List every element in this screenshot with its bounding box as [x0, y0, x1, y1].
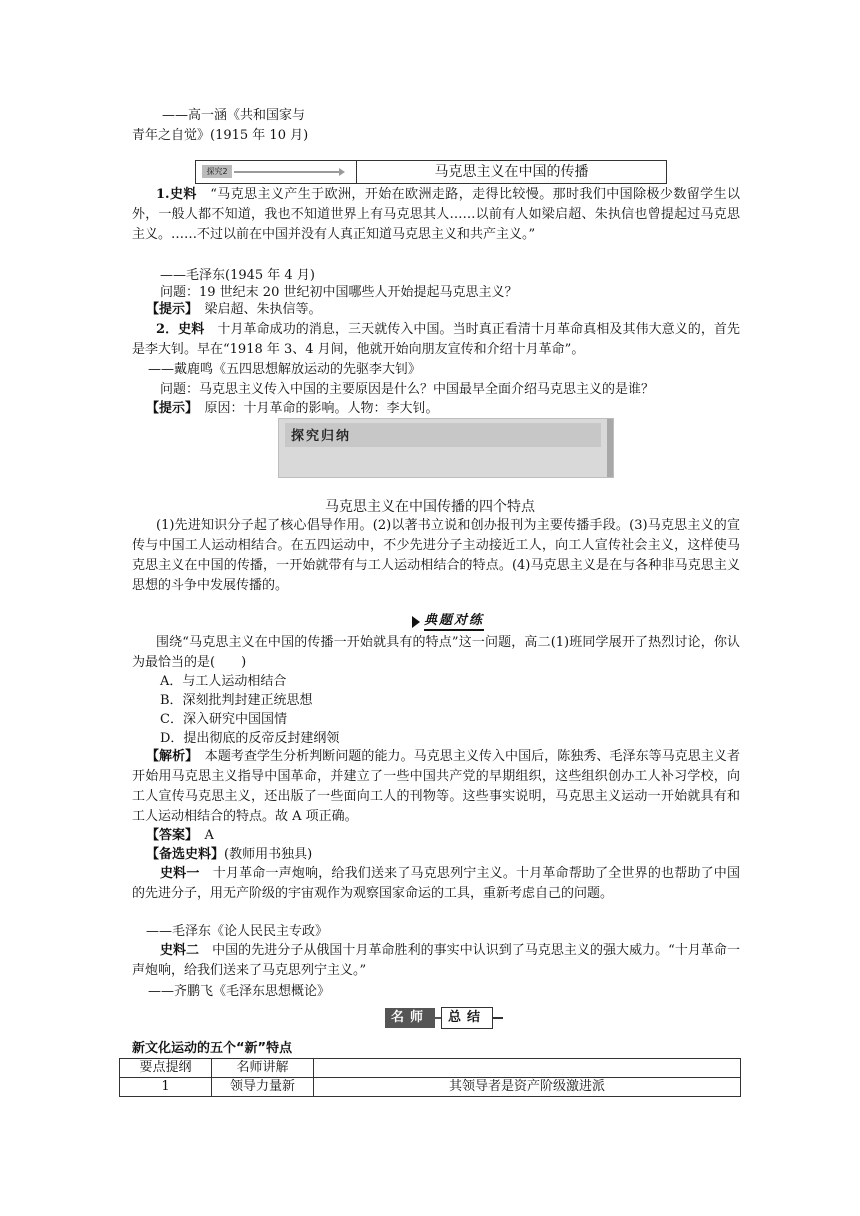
features-text: (1)先进知识分子起了核心倡导作用。(2)以著书立说和创办报刊为主要传播手段。(3)马克思主义的宣传与中国工人运动相结合。在五四运动中，不少先进分子主动接近工人，向工人宣传社会主义，这样使马克思主义在中国的传播，一开始就带有与工人运动相结合的特点。(4)马克思主义是在与各种非马克思主义思想的斗争中发展传播的。	[132, 518, 740, 593]
table-header-cell: 要点提纲	[120, 1059, 212, 1078]
material-2-text: 十月革命成功的消息，三天就传入中国。当时真正看清十月革命真相及其伟大意义的，首先是李大钊。早在“1918 年 3、4 月间，他就开始向朋友宣传和介绍十月革命”。	[132, 322, 740, 357]
table-cell: 1	[120, 1078, 212, 1097]
backup-m2-label: 史料二	[160, 943, 200, 958]
triangle-right-icon	[412, 616, 420, 628]
drill-label-text: 典题对练	[424, 613, 484, 631]
option-c: C．深入研究中国国情	[160, 712, 287, 727]
material-1-question: 问题：19 世纪末 20 世纪初中国哪些人开始提起马克思主义？	[160, 285, 518, 300]
source-line-1: ——高一涵《共和国家与	[162, 108, 306, 123]
answer-text: A	[204, 828, 214, 843]
backup-label: 【备选史料】	[146, 847, 225, 862]
teacher-summary-banner	[385, 1006, 503, 1030]
hint-label: 【提示】	[146, 302, 192, 317]
table-row	[120, 1078, 741, 1097]
analysis	[132, 747, 740, 827]
material-1-label: 1.史料	[156, 187, 197, 202]
question-stem: 围绕“马克思主义在中国的传播一开始就具有的特点”这一问题，高二(1)班同学展开了热烈讨论，你认为最恰当的是( )	[132, 635, 740, 670]
table-header-row	[120, 1059, 741, 1078]
section-tag-area	[196, 161, 357, 183]
banner-part-1: 名师	[385, 1008, 435, 1028]
answer	[146, 826, 214, 845]
section-header	[195, 160, 667, 184]
material-2-label: 2．史料	[156, 322, 205, 337]
material-1	[132, 185, 740, 245]
drill-label	[412, 613, 484, 631]
material-1-text: “马克思主义产生于欧洲，开始在欧洲走路，走得比较慢。那时我们中国除极少数留学生以外，一般人都不知道，我也不知道世界上有马克思其人……以前有人如梁启超、朱执信也曾提起过马克思主义。……不过以前在中国并没有人真正知道马克思主义和共产主义。”	[132, 187, 740, 242]
material-1-hint	[146, 300, 322, 319]
backup-m2-source: ——齐鹏飞《毛泽东思想概论》	[148, 984, 331, 999]
section-tag: 探究2	[202, 165, 232, 178]
backup-m2-text: 中国的先进分子从俄国十月革命胜利的事实中认识到了马克思主义的强大威力。“十月革命一声炮响，给我们送来了马克思列宁主义。”	[132, 943, 740, 978]
arrow-right-icon	[234, 171, 339, 173]
banner-part-2: 总结	[441, 1007, 493, 1029]
summary-box-title: 探究归纳	[291, 429, 352, 444]
table-title: 新文化运动的五个“新”特点	[132, 1041, 293, 1056]
table-header-cell	[314, 1059, 741, 1078]
backup-material-1	[132, 864, 740, 904]
backup-m1-label: 史料一	[160, 866, 200, 881]
option-b: B．深刻批判封建正统思想	[160, 693, 313, 708]
material-2	[132, 320, 740, 360]
analysis-text: 本题考查学生分析判断问题的能力。马克思主义传入中国后，陈独秀、毛泽东等马克思主义者开始用马克思主义指导中国革命，并建立了一些中国共产党的早期组织，这些组织创办工人补习学校，向工人宣传马克思主义，还出版了一些面向工人的刊物等。这些事实说明，马克思主义运动一开始就具有和工人运动相结合的特点。故 A 项正确。	[132, 749, 740, 824]
table-header-cell: 名师讲解	[212, 1059, 314, 1078]
features-heading: 马克思主义在中国传播的四个特点	[325, 499, 535, 515]
backup-m1-text: 十月革命一声炮响，给我们送来了马克思列宁主义。十月革命帮助了全世界的也帮助了中国的先进分子，用无产阶级的宇宙观作为观察国家命运的工具，重新考虑自己的问题。	[132, 866, 740, 901]
summary-box-edge	[607, 419, 613, 477]
summary-box	[278, 418, 614, 478]
banner-tail	[493, 1017, 503, 1019]
backup-material-2	[132, 941, 740, 981]
hint-text: 梁启超、朱执信等。	[204, 302, 322, 317]
table-cell: 领导力量新	[212, 1078, 314, 1097]
table-cell: 其领导者是资产阶级激进派	[314, 1078, 741, 1097]
backup-m1-source: ——毛泽东《论人民民主专政》	[146, 924, 329, 939]
analysis-label: 【解析】	[146, 749, 192, 764]
section-title: 马克思主义在中国的传播	[434, 164, 589, 180]
backup-note: (教师用书独具)	[224, 847, 313, 862]
material-2-source: ——戴鹿鸣《五四思想解放运动的先驱李大钊》	[148, 362, 422, 377]
source-line-2: 青年之自觉》(1915 年 10 月)	[132, 128, 309, 143]
material-1-source: ——毛泽东(1945 年 4 月)	[160, 268, 315, 283]
material-2-question: 问题：马克思主义传入中国的主要原因是什么？中国最早全面介绍马克思主义的是谁？	[160, 382, 655, 397]
hint-label: 【提示】	[146, 401, 192, 416]
option-d: D．提出彻底的反帝反封建纲领	[160, 731, 340, 746]
option-a: A．与工人运动相结合	[160, 674, 287, 689]
material-2-hint	[146, 399, 439, 418]
hint-text: 原因：十月革命的影响。人物：李大钊。	[204, 401, 439, 416]
backup-heading	[146, 845, 312, 864]
answer-label: 【答案】	[146, 828, 192, 843]
summary-table	[119, 1058, 741, 1097]
